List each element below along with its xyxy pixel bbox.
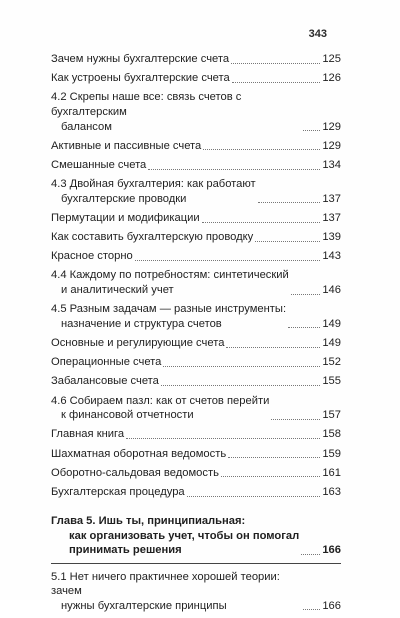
toc-entry-title [51, 374, 159, 389]
toc-entry-page: 163 [322, 485, 341, 498]
toc-entry-page: 149 [322, 317, 341, 330]
dot-leader [202, 222, 321, 223]
toc-entry [51, 374, 341, 389]
toc-entries [51, 52, 341, 500]
toc-entry-title [51, 71, 230, 86]
toc-entry-line: 4.3 Двойная бухгалтерия: как работают [51, 178, 256, 191]
toc-entry-page: 137 [322, 192, 341, 205]
toc-entry-line: Активные и пассивные счета [51, 139, 202, 152]
toc-entry-line: балансом [61, 120, 112, 133]
dot-leader [288, 327, 320, 328]
toc-entry-page: 126 [322, 72, 341, 85]
toc-entry-title [51, 466, 219, 481]
page-number: 343 [308, 28, 327, 40]
toc-entry-line: к финансовой отчетности [61, 409, 194, 422]
dot-leader [126, 438, 320, 439]
toc-entry [51, 211, 341, 226]
toc-entry-line: Как устроены бухгалтерские счета [51, 72, 230, 85]
toc-entry [51, 447, 341, 462]
toc-entry-page: 161 [322, 466, 341, 479]
toc-entry-page: 137 [322, 211, 341, 224]
toc-entry-title [51, 249, 133, 264]
toc-entry-line: Оборотно-сальдовая ведомость [51, 466, 219, 479]
dot-leader [258, 202, 321, 203]
toc-entry-line: 4.2 Скрепы наше все: связь счетов с бухгалтерским [51, 91, 242, 118]
toc-entry-line: бухгалтерские проводки [61, 192, 187, 205]
toc-entry [51, 394, 341, 423]
toc-entry [51, 485, 341, 500]
toc-entry-line: Основные и регулирующие счета [51, 337, 225, 350]
dot-leader [228, 457, 320, 458]
toc-entry-line: Операционные счета [51, 356, 162, 369]
toc-entry-line: Пермутации и модификации [51, 211, 200, 224]
dot-leader [231, 63, 320, 64]
chapter-gap [51, 504, 341, 514]
dot-leader [226, 347, 320, 348]
dot-leader [187, 496, 321, 497]
dot-leader [303, 130, 320, 131]
toc-entry-page: 159 [322, 447, 341, 460]
toc-entry-line: и аналитический учет [61, 284, 174, 297]
toc-entry-line: Забалансовые счета [51, 375, 159, 388]
toc-entry-line: 4.4 Каждому по потребностям: синтетический [51, 269, 289, 282]
toc-entry-title [51, 158, 146, 173]
toc-entry-title [51, 268, 289, 297]
toc-entry [51, 158, 341, 173]
chapter-heading-block [51, 514, 341, 558]
toc-entry-page: 166 [322, 599, 341, 612]
dot-leader [148, 169, 320, 170]
toc-entry [51, 139, 341, 154]
toc-entry-title [51, 90, 301, 134]
toc-entry [51, 570, 341, 614]
toc-entry-page: 149 [322, 337, 341, 350]
toc-entry [51, 71, 341, 86]
toc-entry-title [51, 394, 269, 423]
toc-entry-line: Зачем нужны бухгалтерские счета [51, 53, 230, 65]
toc-entry-page: 125 [322, 53, 341, 65]
dot-leader [232, 82, 321, 83]
toc-entry-title [51, 355, 161, 370]
chapter-entry [51, 514, 341, 558]
toc-entry-page: 158 [322, 428, 341, 441]
toc-entry-page: 129 [322, 120, 341, 133]
dot-leader [135, 260, 321, 261]
dot-leader [221, 476, 320, 477]
dot-leader [291, 294, 321, 295]
toc-entry-line: Смешанные счета [51, 158, 147, 171]
dot-leader [161, 385, 320, 386]
toc-entry [51, 427, 341, 442]
toc-entry-page: 129 [322, 139, 341, 152]
toc-entry-line: 4.6 Собираем пазл: как от счетов перейти [51, 394, 270, 407]
toc-entry-page: 152 [322, 356, 341, 369]
toc-entry-line: Глава 5. Ишь ты, принципиальная: [51, 515, 246, 528]
toc-entry-line: Бухгалтерская процедура [51, 485, 185, 498]
toc-entry [51, 466, 341, 481]
toc-entry [51, 302, 341, 331]
toc-entry [51, 336, 341, 351]
toc-entry-page: 143 [322, 250, 341, 263]
toc-entry-line: Как составить бухгалтерскую проводку [51, 231, 254, 244]
toc-entry-page: 139 [322, 231, 341, 244]
toc-entry-line: нужны бухгалтерские принципы [61, 599, 227, 612]
toc-entry-line: назначение и структура счетов [61, 317, 222, 330]
toc-entry-title [51, 427, 124, 442]
toc-entry-page: 157 [322, 409, 341, 422]
toc-entry [51, 90, 341, 134]
toc-entry-line: Красное сторно [51, 250, 133, 263]
dot-leader [303, 609, 320, 610]
toc-entry [51, 230, 341, 245]
toc-entry-page: 146 [322, 284, 341, 297]
toc-entry [51, 355, 341, 370]
toc-entry [51, 52, 341, 67]
toc-entry-line: как организовать учет, чтобы он помогал [69, 529, 300, 542]
chapter-title [51, 514, 299, 558]
dot-leader [301, 554, 320, 555]
toc-entry-line: принимать решения [69, 544, 182, 557]
toc-entry [51, 249, 341, 264]
toc-entries-after-chapter [51, 570, 341, 614]
table-of-contents [51, 52, 341, 618]
toc-entry-title [51, 177, 256, 206]
toc-entry-title [51, 52, 229, 67]
toc-entry-line: 5.1 Нет ничего практичнее хорошей теории: зачем [51, 570, 280, 598]
dot-leader [203, 149, 320, 150]
chapter-page-number: 166 [322, 544, 341, 557]
toc-entry-line: Главная книга [51, 428, 125, 441]
toc-entry-line: Шахматная оборотная ведомость [51, 447, 227, 460]
toc-entry-line: 4.5 Разным задачам — разные инструменты: [51, 303, 287, 316]
toc-entry-title [51, 302, 286, 331]
toc-entry-page: 134 [322, 158, 341, 171]
toc-entry-title [51, 211, 200, 226]
dot-leader [271, 419, 320, 420]
toc-entry-title [51, 230, 253, 245]
chapter-rule [51, 563, 341, 564]
toc-entry [51, 177, 341, 206]
toc-entry-title [51, 447, 226, 462]
dot-leader [255, 241, 320, 242]
toc-entry-title [51, 139, 201, 154]
toc-entry-page: 155 [322, 375, 341, 388]
toc-entry-title [51, 570, 301, 614]
toc-entry-title [51, 336, 224, 351]
toc-entry [51, 268, 341, 297]
toc-entry-title [51, 485, 185, 500]
dot-leader [163, 366, 320, 367]
